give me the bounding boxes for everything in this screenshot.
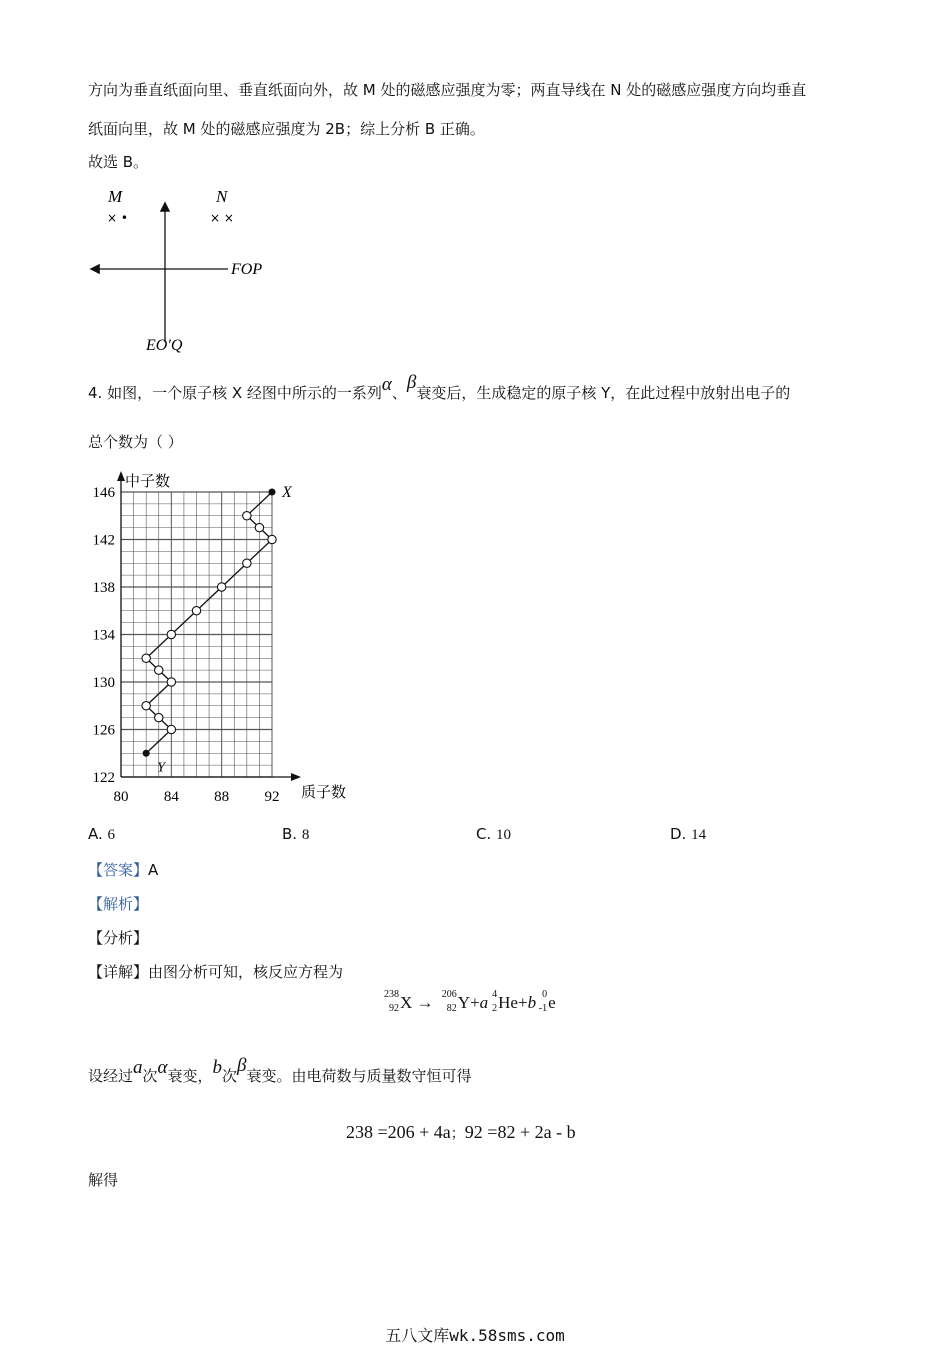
answer-line [88, 860, 158, 880]
e-charge: -1 [538, 1003, 548, 1015]
marks-m: × • [107, 211, 128, 225]
option-b[interactable] [282, 825, 309, 844]
nuclide-point [155, 666, 163, 674]
answer-tag: 【答案】 [88, 861, 149, 879]
e-mass: 0 [542, 989, 548, 1001]
option-c-label: C. [476, 825, 492, 843]
paragraph-line-3: 故选 B。 [88, 153, 149, 171]
option-a[interactable] [88, 825, 115, 844]
y-tick-label: 146 [92, 485, 115, 501]
nuclide-endpoint [269, 489, 275, 495]
eq-charge: 92 =82 + 2a - b [464, 1122, 576, 1142]
reaction-arrow: → [416, 993, 434, 1012]
setup-alpha: α [157, 1057, 168, 1078]
setup-beta: β [237, 1055, 247, 1076]
x-tick-label: 92 [264, 789, 280, 805]
plus-1: + [470, 993, 480, 1012]
option-b-label: B. [282, 825, 298, 843]
detail-tag: 【详解】 [88, 963, 149, 981]
setup-t4: 次 [222, 1067, 238, 1085]
eq-mass: 238 =206 + 4a [346, 1122, 451, 1142]
label-y: Y [157, 760, 165, 776]
coef-a: a [479, 993, 489, 1012]
label-eoq: EO′Q [146, 337, 183, 354]
he-mass: 4 [492, 989, 498, 1001]
paragraph-line-1: 方向为垂直纸面向里、垂直纸面向外，故 M 处的磁感应强度为零；两直导线在 N 处的磁感应强度方向均垂直 [88, 81, 807, 99]
question-line-1 [88, 372, 791, 403]
y-symbol: Y [457, 993, 471, 1012]
option-a-label: A. [88, 825, 103, 843]
he-charge: 2 [492, 1003, 498, 1015]
nuclide-point [155, 713, 163, 721]
y-tick-label: 130 [92, 675, 115, 691]
x-symbol: X [400, 993, 413, 1012]
question-sep: 、 [391, 384, 407, 402]
option-d[interactable] [670, 825, 706, 844]
question-text-a: 4. 如图，一个原子核 X 经图中所示的一系列 [88, 384, 382, 402]
option-b-value: 8 [301, 827, 310, 843]
paragraph-line-2: 纸面向里，故 M 处的磁感应强度为 2B；综上分析 B 正确。 [88, 120, 485, 138]
y-axis-label: 中子数 [125, 472, 171, 490]
label-fop: FOP [231, 261, 263, 278]
nuclide-point [192, 607, 200, 615]
x-charge: 92 [389, 1003, 399, 1015]
option-d-label: D. [670, 825, 687, 843]
he-symbol: He [498, 993, 518, 1012]
setup-a: a [133, 1057, 143, 1078]
nuclide-point [243, 512, 251, 520]
y-axis-arrowhead [117, 471, 125, 481]
y-tick-label: 142 [92, 532, 115, 549]
magnetic-field-figure-svg [80, 182, 290, 362]
beta-symbol: β [406, 372, 417, 393]
option-a-value: 6 [107, 827, 116, 843]
nuclear-equation [380, 989, 556, 1015]
option-d-value: 14 [691, 827, 707, 843]
nuclide-chart [80, 465, 360, 815]
option-c-value: 10 [496, 827, 512, 843]
nuclide-point [142, 654, 150, 662]
y-charge: 82 [446, 1003, 457, 1015]
nuclide-point [217, 583, 225, 591]
setup-t3: 衰变， [167, 1067, 213, 1085]
nuclide-endpoint [143, 750, 149, 756]
y-tick-label: 138 [92, 580, 115, 596]
nuclide-point [167, 630, 175, 638]
question-text-b: 衰变后，生成稳定的原子核 Y，在此过程中放射出电子的 [416, 384, 791, 402]
y-mass: 206 [441, 989, 457, 1001]
nuclide-point [167, 725, 175, 733]
x-mass: 238 [384, 989, 399, 1001]
question-line-2: 总个数为（ ） [88, 433, 183, 451]
plus-2: + [517, 993, 528, 1012]
setup-t5: 衰变。由电荷数与质量数守恒可得 [246, 1067, 472, 1085]
magnetic-field-figure [80, 182, 290, 362]
detail-line [88, 962, 343, 982]
y-tick-label: 122 [92, 770, 115, 786]
nuclide-chart-svg [80, 465, 360, 815]
e-symbol: e [548, 993, 556, 1012]
nuclide-point [142, 702, 150, 710]
setup-b: b [212, 1057, 223, 1078]
setup-t1: 设经过 [88, 1067, 134, 1085]
label-n: N [216, 187, 228, 206]
x-tick-label: 88 [214, 789, 230, 805]
x-tick-label: 84 [163, 789, 179, 805]
x-axis-arrowhead [291, 773, 301, 781]
setup-line [88, 1055, 472, 1086]
fenxi-tag: 【分析】 [88, 929, 149, 947]
setup-t2: 次 [142, 1067, 158, 1085]
option-c[interactable] [476, 825, 511, 844]
coef-b: b [527, 993, 537, 1012]
y-tick-label: 134 [92, 627, 115, 644]
nuclide-point [167, 678, 175, 686]
label-m: M [108, 187, 123, 206]
conservation-equations [346, 1122, 576, 1143]
x-tick-label: 80 [113, 789, 129, 805]
nuclide-point [268, 535, 276, 543]
solve-label: 解得 [88, 1171, 119, 1189]
nuclide-point [255, 523, 263, 531]
analysis-tag: 【解析】 [88, 895, 149, 913]
x-axis-label: 质子数 [301, 783, 347, 801]
footer-watermark: 五八文库wk.58sms.com [385, 1326, 565, 1345]
answer-value: A [148, 861, 159, 879]
y-tick-label: 126 [92, 722, 115, 739]
alpha-symbol: α [381, 374, 392, 395]
eq-sep: ； [450, 1127, 465, 1142]
detail-text: 由图分析可知，核反应方程为 [148, 963, 344, 981]
marks-n: × × [210, 211, 234, 225]
nuclide-point [243, 559, 251, 567]
label-x: X [282, 484, 292, 501]
